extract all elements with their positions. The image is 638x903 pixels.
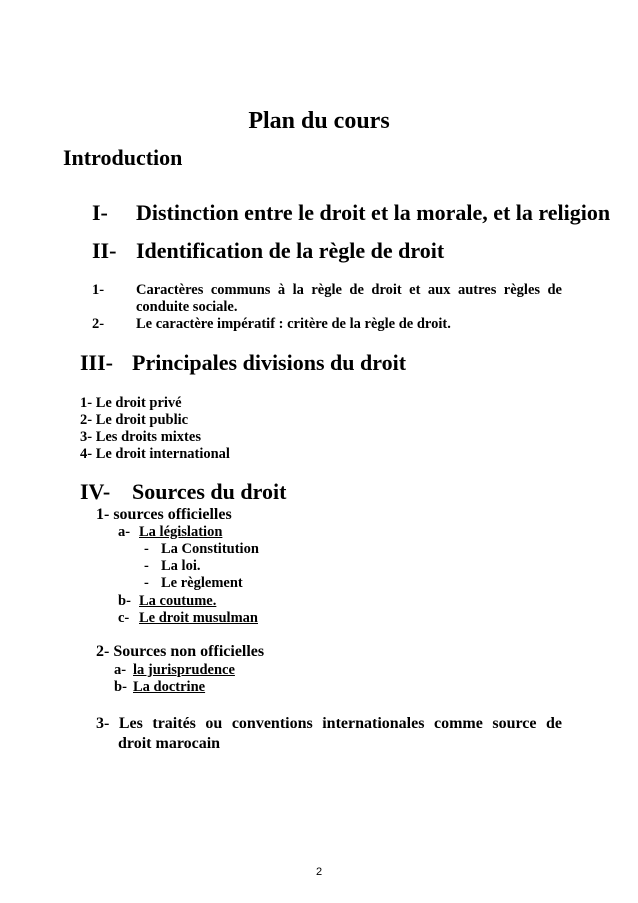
official-c-label: c- [118, 610, 130, 626]
page-title: Plan du cours [248, 108, 390, 134]
non-official-b-text: La doctrine [133, 679, 206, 695]
section-1 [0, 200, 638, 228]
section-2-item-1-number: 1- [92, 282, 105, 298]
section-4-title: Sources du droit [132, 479, 287, 504]
section-2-item-1-line1: Caractères communs à la règle de droit et aux autres règles de [136, 282, 562, 298]
section-4-number: IV- [80, 479, 111, 504]
section-2-item-2-number: 2- [92, 316, 105, 332]
official-a-text: La législation [139, 524, 223, 540]
section-2-title: Identification de la règle de droit [136, 238, 445, 263]
section-1-number: I- [92, 200, 108, 225]
official-b-label: b- [118, 593, 131, 609]
non-official-b-label: b- [114, 679, 127, 695]
non-official-sources-heading: 2- Sources non officielles [96, 643, 265, 660]
section-3-title: Principales divisions du droit [132, 350, 407, 375]
section-3 [0, 350, 638, 378]
official-sources-heading: 1- sources officielles [96, 506, 232, 523]
section-4 [0, 479, 638, 507]
treaties-line2: droit marocain [118, 735, 221, 752]
treaties-line1: 3- Les traités ou conventions internationales comme source de [96, 715, 562, 732]
section-3-item: 1- Le droit privé [80, 395, 182, 411]
section-2-item-1-line2: conduite sociale. [136, 299, 238, 315]
section-2 [0, 238, 638, 266]
section-3-item: 2- Le droit public [80, 412, 189, 428]
section-2-number: II- [92, 238, 117, 263]
official-b-text: La coutume. [139, 593, 217, 609]
non-official-a-label: a- [114, 662, 127, 678]
section-3-number: III- [80, 350, 114, 375]
section-1-title: Distinction entre le droit et la morale, et la religion [136, 200, 611, 225]
official-c-text: Le droit musulman [139, 610, 258, 626]
introduction-heading: Introduction [63, 145, 183, 170]
section-3-item: 3- Les droits mixtes [80, 429, 201, 445]
section-3-item: 4- Le droit international [80, 446, 230, 462]
non-official-a-text: la jurisprudence [133, 662, 235, 678]
official-a-label: a- [118, 524, 131, 540]
section-2-item-2-text: Le caractère impératif : critère de la règle de droit. [136, 316, 451, 332]
page-number: 2 [315, 866, 323, 878]
